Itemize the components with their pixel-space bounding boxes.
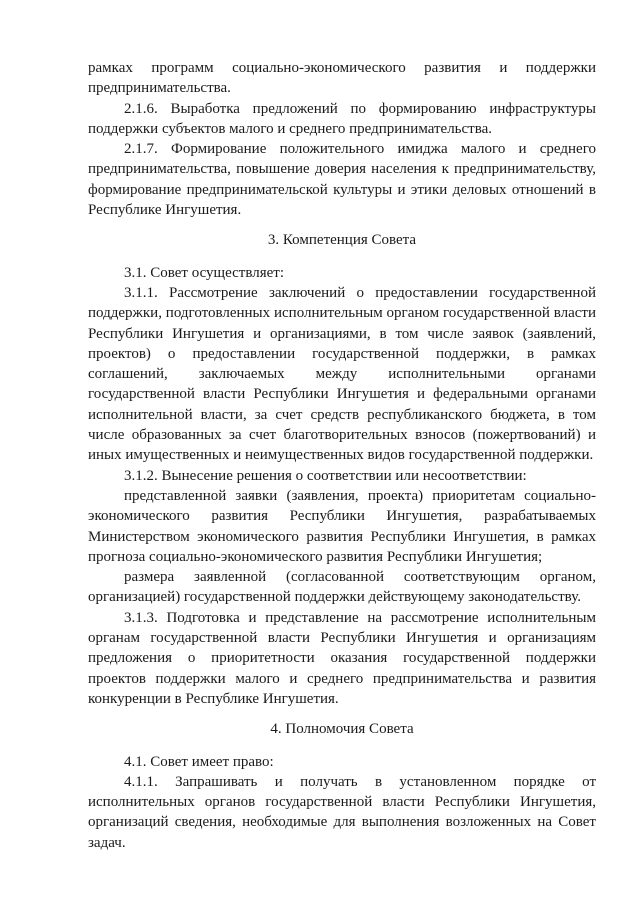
paragraph-4-1: 4.1. Совет имеет право: (124, 753, 274, 770)
paragraph-3-1-3: 3.1.3. Подготовка и представление на рассмотрение исполнительным органам государственной власти Республики Ингушетия и организациям предложения о приоритетности оказания государственной поддержки проектов поддержки малого и среднего предпринимательства и развития конкуренции в Республике Ингушетия. (88, 609, 596, 707)
paragraph-3-1-2: 3.1.2. Вынесение решения о соответствии или несоответствии: (124, 467, 527, 484)
paragraph-3-1-2-item-2: размера заявленной (согласованной соответствующим органом, организацией) государственной поддержки действующему законодательству. (88, 569, 596, 606)
paragraph-3-1-1: 3.1.1. Рассмотрение заключений о предоставлении государственной поддержки, подготовленных исполнительным органом государственной власти Республики Ингушетия и организациями, в том числе заявок (заявлений, проектов) о предоставлении государственной поддержки, в рамках соглашений, заключаемых между исполнительными органами государственной власти Республики Ингушетия и федеральными органами исполнительной власти, за счет средств республиканского бюджета, в том числе образованных за счет благотворительных взносов (пожертвований) и иных имущественных и неимущественных видов государственной поддержки. (88, 284, 596, 464)
paragraph-4-1-1: 4.1.1. Запрашивать и получать в установленном порядке от исполнительных органов государственной власти Республики Ингушетия, организаций сведения, необходимые для выполнения возложенных на Совет задач. (88, 773, 596, 851)
paragraph-3-1: 3.1. Совет осуществляет: (124, 264, 284, 281)
section-heading-competence: 3. Компетенция Совета (267, 232, 417, 249)
section-heading-powers: 4. Полномочия Совета (270, 721, 414, 738)
paragraph-continuation: рамках программ социально-экономического развития и поддержки предпринимательства. (88, 60, 596, 97)
paragraph-2-1-6: 2.1.6. Выработка предложений по формированию инфраструктуры поддержки субъектов малого и среднего предпринимательства. (88, 100, 596, 137)
document-body (88, 58, 596, 853)
paragraph-2-1-7: 2.1.7. Формирование положительного имиджа малого и среднего предпринимательства, повышение доверия населения к предпринимательству, формирование предпринимательской культуры и этики деловых отношений в Республике Ингушетия. (88, 141, 596, 219)
paragraph-3-1-2-item-1: представленной заявки (заявления, проекта) приоритетам социально-экономического развития Республики Ингушетия, разрабатываемых Министерством экономического развития Республики Ингушетия, в рамках прогноза социально-экономического развития Республики Ингушетия; (88, 487, 596, 565)
